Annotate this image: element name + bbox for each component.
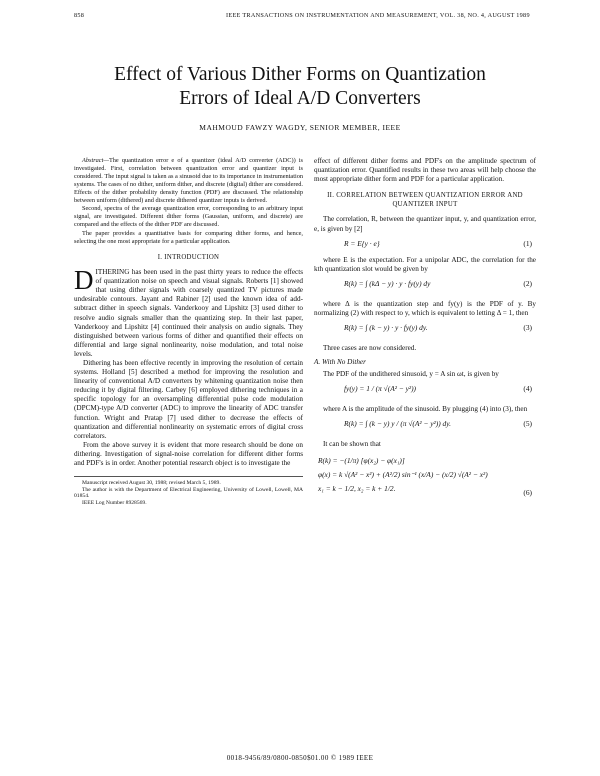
abstract-label: Abstract—	[82, 157, 109, 164]
left-column	[74, 157, 303, 507]
intro-paragraph-1	[74, 265, 303, 359]
intro-paragraph-2: Dithering has been effective recently in improving the resolution of certain systems. Holland [5] described a method for improving the resolution and linearity of conventional A/D converters by whitening quantization noise then reducing it by digital filtering. Carbey [6] employed dithering techniques in a specific topology for an oversampling differential pulse code modulation (DPCM)-type A/D converter (ADC) to improve the linearity of ADC transfer function. Wright and Pratap [7] used dither to decrease the effects of quantization and differential nonlinearity on systematic errors of digital cross correlators.	[74, 359, 303, 440]
paper-title	[0, 63, 600, 111]
equation-3-body: R(k) = ∫ (k − y) · y · fy(y) dy.	[344, 323, 428, 333]
equation-6b: φ(x) = k √(A² − x²) + (A²/2) sin⁻¹ (x/A) − (x/2) √(A² − x²)	[318, 469, 488, 479]
running-title: IEEE TRANSACTIONS ON INSTRUMENTATION AND MEASUREMENT, VOL. 38, NO. 4, AUGUST 1989	[226, 12, 530, 19]
equation-2	[314, 274, 536, 300]
right-paragraph-4: where Δ is the quantization step and fy(y) is the PDF of y. By normalizing (2) with respect to y, which is equivalent to letting Δ = 1, then	[314, 299, 536, 317]
right-paragraph-7: where A is the amplitude of the sinusoid. By plugging (4) into (3), then	[323, 405, 528, 414]
equation-4-body: fy(y) = 1 / (π √(A² − y²))	[344, 384, 417, 394]
equation-1-body: R = E{y · e}	[344, 238, 380, 248]
equation-5-number: (5)	[523, 419, 532, 429]
section-2-line-1: II. CORRELATION BETWEEN QUANTIZATION ERROR AND	[327, 192, 523, 200]
section-2-line-2: QUANTIZER INPUT	[392, 201, 458, 209]
right-paragraph-8: It can be shown that	[323, 440, 381, 449]
equation-5-body: R(k) = ∫ (k − y) y / (π √(A² − y²)) dy.	[344, 419, 451, 429]
equation-1-number: (1)	[523, 238, 532, 248]
equation-3-number: (3)	[523, 323, 532, 333]
abstract-paragraph-3: The paper provides a quantitative basis for comparing dither forms, and hence, selecting the one most appropriate for a particular application.	[74, 230, 303, 246]
footnote-affiliation: The author is with the Department of Electrical Engineering, University of Lowell, Lowell, MA 01854.	[74, 486, 303, 500]
author-line: MAHMOUD FAWZY WAGDY, SENIOR MEMBER, IEEE	[199, 123, 401, 132]
section-heading-introduction: I. INTRODUCTION	[157, 253, 220, 261]
abstract-paragraph-2: Second, spectra of the average quantization error, corresponding to an arbitrary input signal, are investigated. Different dither forms (Gaussian, uniform, and discrete) are compared and the effects of the dither PDF are discussed.	[74, 205, 303, 229]
intro-text-1: ITHERING has been used in the past thirty years to reduce the effects of quantization noise on speech and visual signals. Roberts [1] showed that using dither signals with coarsely quantized TV pictures made undesirable contours. Jayant and Rabiner [2] used the known idea of add-subtract dither in speech signals. Vanderkooy and Lipshitz [3] used dither to resolve audio signals smaller than the quantizing step. In their last paper, Vanderkooy and Lipshitz [4] continued their analysis on audio signals. They distinguished between various forms of dither and quantified their effects on differential and large signal nonlinearity, noise modulation, and total noise levels.	[74, 268, 303, 358]
equation-6-number: (6)	[523, 488, 532, 498]
right-paragraph-3: where E is the expectation. For a unipolar ADC, the correlation for the kth quantization slot would be given by	[314, 255, 536, 273]
subsection-heading-a: A. With No Dither	[314, 358, 366, 367]
section-heading-2	[314, 191, 536, 209]
equation-6	[314, 450, 536, 498]
equation-2-number: (2)	[523, 278, 532, 288]
drop-cap: D	[74, 265, 94, 296]
abstract-text-1: The quantization error e of a quantizer (ideal A/D converter (ADC)) is investigated. First, correlation between quantization error and quantizer input is considered. The input signal is taken as a sinusoid due to its importance in instrumentation systems. The cases of no dither, uniform dither, and discrete (digital) dither are considered. Effects of the dither probability density function (PDF) are discussed. The relationship between uniform (dithered) and discrete dithered quantizer inputs is derived.	[74, 157, 303, 204]
equation-4-number: (4)	[523, 384, 532, 394]
equation-6a: R(k) = −(1/π) [φ(x₂) − φ(x₁)]	[318, 455, 405, 465]
right-paragraph-2: The correlation, R, between the quantizer input, y, and quantization error, e, is given by [2]	[314, 215, 536, 233]
footnote-log-number: IEEE Log Number 8928569.	[82, 499, 147, 506]
right-paragraph-6: The PDF of the undithered sinusoid, y = A sin ωt, is given by	[323, 370, 499, 379]
right-paragraph-1: effect of different dither forms and PDF's on the amplitude spectrum of quantization error. Quantified results in these two areas will help choose the most appropriate dither form and PDF for a particular application.	[314, 157, 536, 184]
abstract-paragraph-1	[74, 157, 303, 204]
footnote-received: Manuscript received August 30, 1988; revised March 5, 1989.	[82, 480, 221, 487]
title-line-1: Effect of Various Dither Forms on Quantization	[114, 64, 486, 85]
title-line-2: Errors of Ideal A/D Converters	[179, 88, 421, 109]
equation-2-body: R(k) = ∫ (kΔ − y) · y · fy(y) dy	[344, 278, 431, 288]
right-column	[314, 157, 536, 498]
equation-6-lines	[314, 454, 536, 496]
equation-5	[314, 414, 536, 440]
equation-6c: x₁ = k − 1/2, x₂ = k + 1/2.	[318, 483, 396, 493]
page-number: 858	[74, 12, 85, 19]
footnote	[74, 476, 303, 506]
right-paragraph-5: Three cases are now considered.	[323, 344, 417, 353]
ieee-copyright-code: 0018-9456/89/0800-0850$01.00 © 1989 IEEE	[226, 754, 374, 762]
intro-paragraph-3: From the above survey it is evident that more research should be done on dithering. Investigation of signal-noise correlation for different dither forms and PDF's is in order. Another potential research object is to investigate the	[74, 440, 303, 468]
equation-1	[314, 234, 536, 256]
equation-4	[314, 379, 536, 405]
equation-3	[314, 318, 536, 344]
